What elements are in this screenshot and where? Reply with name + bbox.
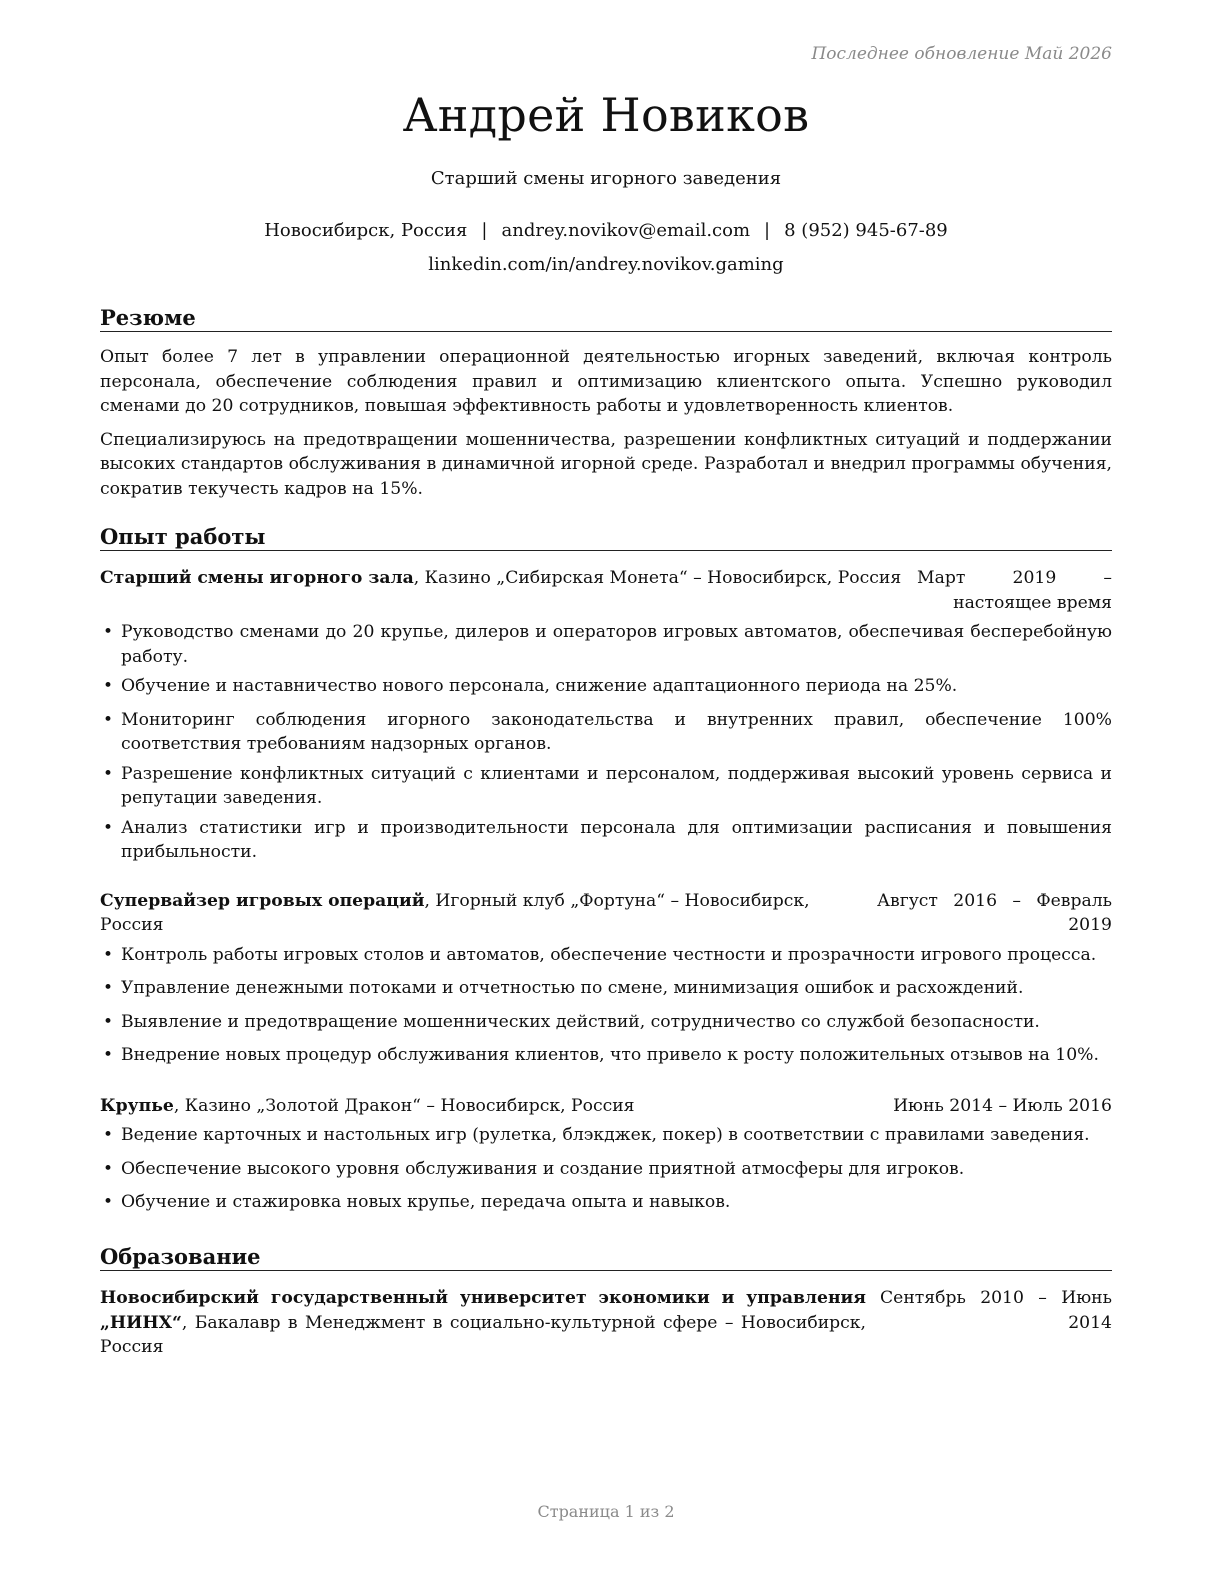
job-header xyxy=(100,889,1112,938)
job-details: , Казино „Сибирская Монета“ – Новосибирск, Россия xyxy=(413,568,902,588)
education-section xyxy=(100,1244,1112,1360)
linkedin-link[interactable]: linkedin.com/in/andrey.novikov.gaming xyxy=(428,254,784,275)
education-entry xyxy=(100,1286,1112,1360)
job-details: , Казино „Золотой Дракон“ – Новосибирск, Россия xyxy=(173,1095,635,1116)
list-item: • Мониторинг соблюдения игорного законодательства и внутренних правил, обеспечение 100% соответствия требованиям надзорных органов. xyxy=(100,708,1112,757)
education-institution: Новосибирский государственный университет экономики и управления „НИНХ“ xyxy=(100,1288,866,1333)
education-details: , Бакалавр в Менеджмент в социально-культурной сфере – Новосибирск, Россия xyxy=(100,1312,866,1357)
summary-paragraph: Специализируюсь на предотвращении мошенничества, разрешении конфликтных ситуаций и поддержании высоких стандартов обслуживания в динамичной игорной среде. Разработал и внедрил программы обучения, сократив текучесть кадров на 15%. xyxy=(100,429,1112,499)
job-details: , Игорный клуб „Фортуна“ – Новосибирск, Россия xyxy=(100,890,810,935)
job-entry xyxy=(100,889,1112,1068)
job-bullets xyxy=(100,1123,1112,1215)
job-header xyxy=(100,1094,1112,1119)
phone: 8 (952) 945-67-89 xyxy=(784,220,948,241)
list-item: • Обучение и наставничество нового персонала, снижение адаптационного периода на 25%. xyxy=(100,674,1112,699)
page-number: Страница 1 из 2 xyxy=(537,1502,675,1521)
list-item: • Руководство сменами до 20 крупье, дилеров и операторов игровых автоматов, обеспечивая бесперебойную работу. xyxy=(100,620,1112,669)
separator: | xyxy=(481,220,488,241)
job-position: Супервайзер игровых операций xyxy=(100,890,425,911)
job-bullets xyxy=(100,620,1112,865)
job-dates: Июнь 2014 – Июль 2016 xyxy=(893,1095,1112,1116)
list-item: • Ведение карточных и настольных игр (рулетка, блэкджек, покер) в соответствии с правилами заведения. xyxy=(100,1123,1112,1148)
candidate-name: Андрей Новиков xyxy=(402,88,810,142)
job-bullets xyxy=(100,943,1112,1068)
list-item: • Управление денежными потоками и отчетностью по смене, минимизация ошибок и расхождений. xyxy=(100,976,1112,1001)
list-item: • Обучение и стажировка новых крупье, передача опыта и навыков. xyxy=(100,1190,1112,1215)
resume-page xyxy=(100,0,1112,1584)
summary-section xyxy=(100,305,1112,501)
list-item: • Контроль работы игровых столов и автоматов, обеспечение честности и прозрачности игрового процесса. xyxy=(100,943,1112,968)
list-item: • Выявление и предотвращение мошеннических действий, сотрудничество со службой безопасности. xyxy=(100,1010,1112,1035)
section-title-experience: Опыт работы xyxy=(100,524,1112,551)
email-link[interactable]: andrey.novikov@email.com xyxy=(501,220,751,241)
job-header xyxy=(100,566,1112,615)
list-item: • Разрешение конфликтных ситуаций с клиентами и персоналом, поддерживая высокий уровень сервиса и репутации заведения. xyxy=(100,762,1112,811)
job-dates: Август 2016 – Февраль 2019 xyxy=(877,890,1112,935)
last-updated: Последнее обновление Май 2026 xyxy=(811,44,1112,64)
education-dates: Сентябрь 2010 – Июнь 2014 xyxy=(880,1288,1112,1333)
separator: | xyxy=(764,220,771,241)
location: Новосибирск, Россия xyxy=(264,220,468,241)
experience-section xyxy=(100,524,1112,1215)
list-item: • Внедрение новых процедур обслуживания клиентов, что привело к росту положительных отзывов на 10%. xyxy=(100,1043,1112,1068)
list-item: • Анализ статистики игр и производительности персонала для оптимизации расписания и повышения прибыльности. xyxy=(100,816,1112,865)
summary-paragraph: Опыт более 7 лет в управлении операционной деятельностью игорных заведений, включая контроль персонала, обеспечение соблюдения правил и оптимизацию клиентского опыта. Успешно руководил сменами до 20 сотрудников, повышая эффективность работы и удовлетворенность клиентов. xyxy=(100,347,1112,416)
contact-line xyxy=(100,220,1112,241)
list-item: • Обеспечение высокого уровня обслуживания и создание приятной атмосферы для игроков. xyxy=(100,1157,1112,1182)
job-position: Крупье xyxy=(100,1095,174,1116)
job-entry xyxy=(100,566,1112,865)
job-position: Старший смены игорного зала xyxy=(100,568,414,588)
candidate-title: Старший смены игорного заведения xyxy=(430,168,782,189)
job-dates: Март 2019 – настоящее время xyxy=(917,568,1112,613)
job-entry xyxy=(100,1094,1112,1215)
section-title-education: Образование xyxy=(100,1244,1112,1271)
section-title-summary: Резюме xyxy=(100,305,1112,332)
